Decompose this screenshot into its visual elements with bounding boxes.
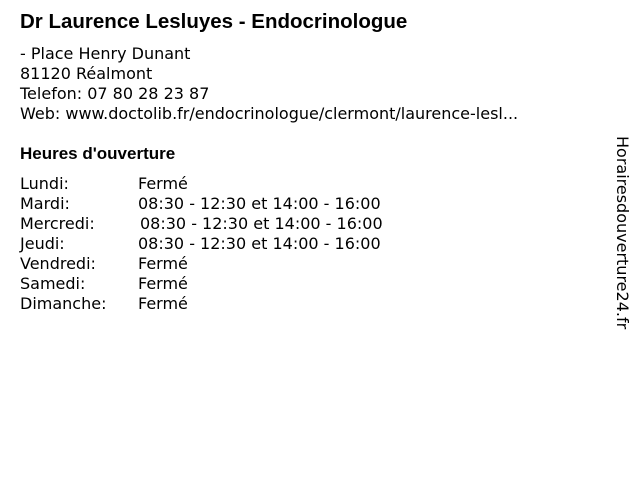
hours-value: 08:30 - 12:30 et 14:00 - 16:00 — [138, 194, 381, 213]
hours-value: 08:30 - 12:30 et 14:00 - 16:00 — [138, 234, 381, 253]
hours-value: Fermé — [138, 254, 188, 273]
hours-day-label: Dimanche: — [20, 294, 107, 313]
hours-day-label: Vendredi: — [20, 254, 96, 273]
hours-day-label: Mercredi: — [20, 214, 95, 233]
website-text: Web: www.doctolib.fr/endocrinologue/clermont/laurence-lesl... — [20, 104, 519, 123]
address-street: - Place Henry Dunant — [20, 44, 191, 63]
watermark-text: Horairesdouverture24.fr — [613, 136, 632, 330]
phone-number: Telefon: 07 80 28 23 87 — [20, 84, 210, 103]
page-title: Dr Laurence Lesluyes - Endocrinologue — [20, 10, 408, 33]
hours-day-label: Samedi: — [20, 274, 86, 293]
address-block — [20, 44, 518, 124]
hours-day-label: Lundi: — [20, 174, 69, 193]
address-city: 81120 Réalmont — [20, 64, 153, 83]
hours-value: 08:30 - 12:30 et 14:00 - 16:00 — [140, 214, 383, 233]
hours-value: Fermé — [138, 174, 188, 193]
hours-value: Fermé — [138, 294, 188, 313]
hours-value: Fermé — [138, 274, 188, 293]
hours-day-label: Jeudi: — [20, 234, 65, 253]
hours-day-label: Mardi: — [20, 194, 70, 213]
opening-hours-heading: Heures d'ouverture — [20, 144, 176, 163]
